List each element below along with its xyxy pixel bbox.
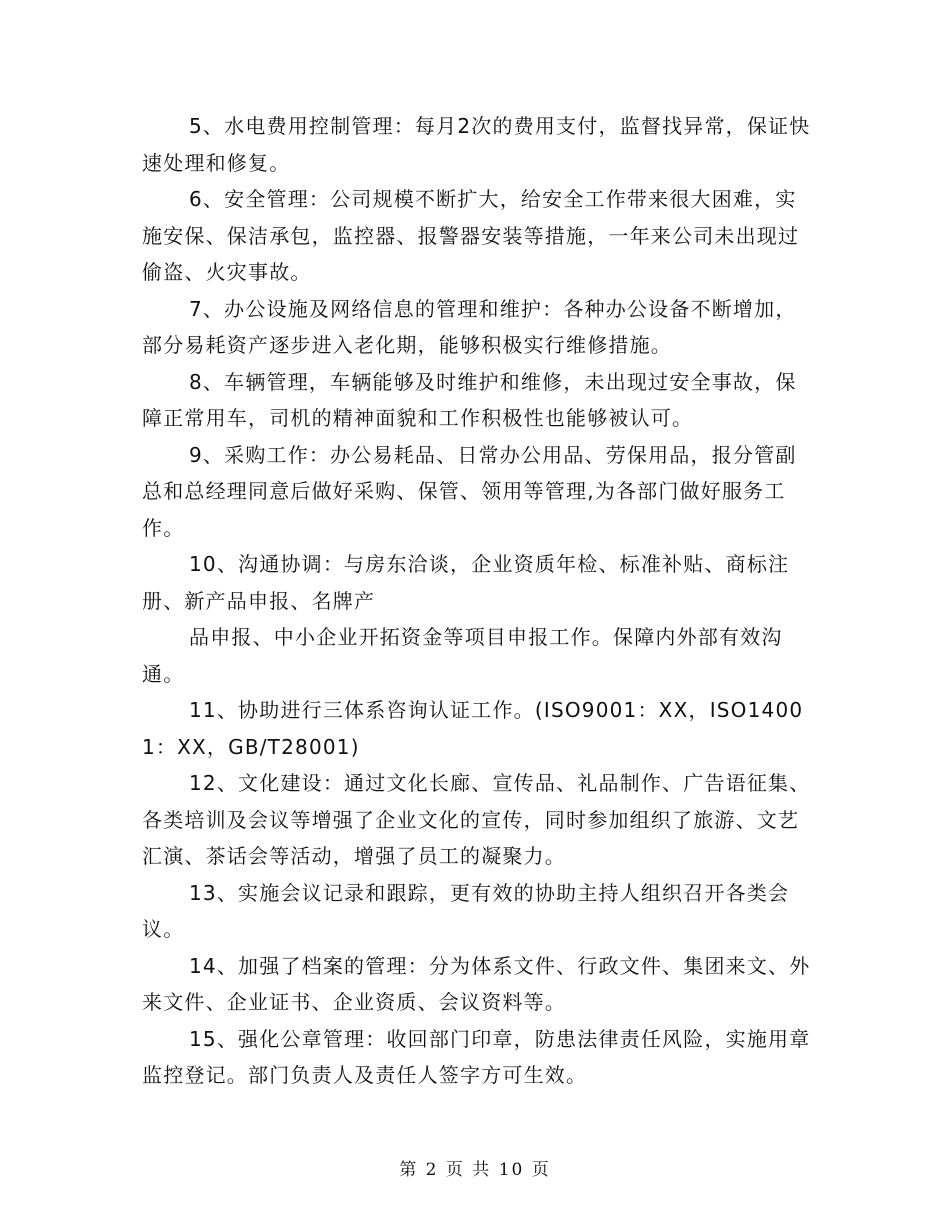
page-number-footer: 第 2 页 共 10 页 bbox=[399, 1160, 551, 1180]
paragraph-item-15: 15、强化公章管理：收回部门印章，防患法律责任风险，实施用章监控登记。部门负责人及责任人签字方可生效。 bbox=[142, 1026, 811, 1087]
paragraph-item-10: 10、沟通协调：与房东洽谈，企业资质年检、标准补贴、商标注册、新产品申报、名牌产 bbox=[142, 552, 790, 613]
paragraph-item-5: 5、水电费用控制管理：每月2次的费用支付，监督找异常，保证快速处理和修复。 bbox=[142, 114, 811, 175]
paragraph-item-8: 8、车辆管理，车辆能够及时维护和维修，未出现过安全事故，保障正常用车，司机的精神面貌和工作积极性也能够被认可。 bbox=[142, 369, 797, 430]
paragraph-item-12: 12、文化建设：通过文化长廊、宣传品、礼品制作、广告语征集、各类培训及会议等增强了企业文化的宣传，同时参加组织了旅游、文艺汇演、茶话会等活动，增强了员工的凝聚力。 bbox=[142, 771, 811, 868]
document-body bbox=[142, 108, 817, 1094]
paragraph-item-10-continuation: 品申报、中小企业开拓资金等项目申报工作。保障内外部有效沟通。 bbox=[142, 625, 783, 686]
paragraph-item-11: 11、协助进行三体系咨询认证工作。(ISO9001：XX，ISO14001：XX，GB/T28001) bbox=[142, 698, 804, 759]
paragraph-item-9: 9、采购工作：办公易耗品、日常办公用品、劳保用品，报分管副总和总经理同意后做好采购、保管、领用等管理,为各部门做好服务工作。 bbox=[142, 442, 797, 540]
paragraph-item-6: 6、安全管理：公司规模不断扩大，给安全工作带来很大困难，实施安保、保洁承包，监控器、报警器安装等措施，一年来公司未出现过偷盗、火灾事故。 bbox=[142, 187, 800, 284]
paragraph-item-13: 13、实施会议记录和跟踪，更有效的协助主持人组织召开各类会议。 bbox=[142, 880, 790, 941]
paragraph-item-7: 7、办公设施及网络信息的管理和维护：各种办公设备不断增加，部分易耗资产逐步进入老化期，能够积极实行维修措施。 bbox=[142, 296, 797, 357]
paragraph-item-14: 14、加强了档案的管理：分为体系文件、行政文件、集团来文、外来文件、企业证书、企业资质、会议资料等。 bbox=[142, 953, 811, 1014]
